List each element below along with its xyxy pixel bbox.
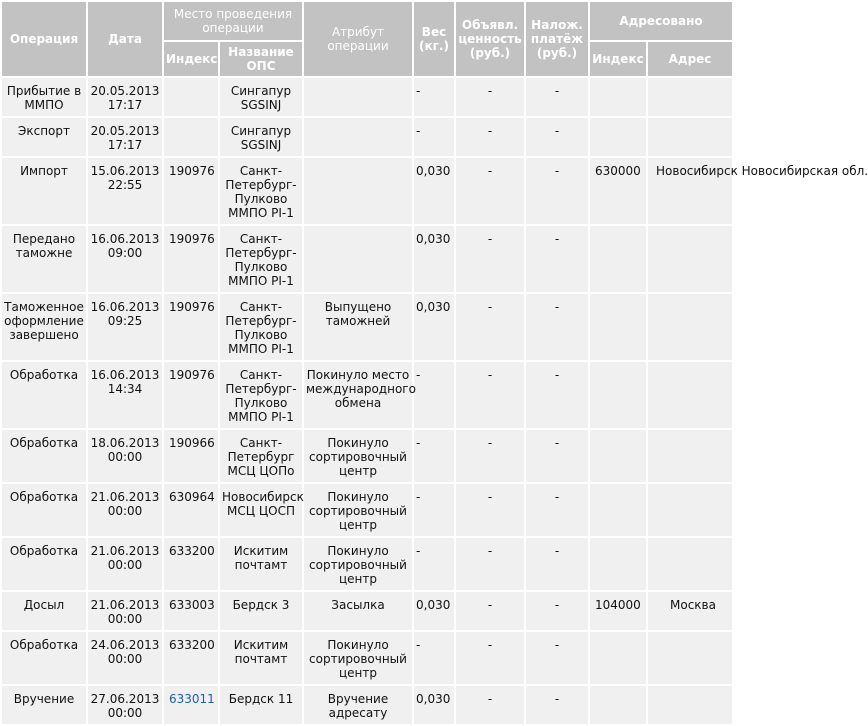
operation-cell-text: Обработка (9, 368, 79, 382)
date-cell-text: 21.06.2013 00:00 (90, 544, 160, 572)
operation-cell (1, 361, 87, 429)
weight-cell (413, 225, 455, 293)
date-cell (87, 77, 163, 117)
weight-cell-text: - (416, 436, 421, 450)
index-cell-text: 633200 (169, 638, 215, 652)
ops-name-cell (219, 225, 303, 293)
weight-cell-text: - (416, 544, 421, 558)
table-row (1, 483, 733, 537)
operation-cell-text: Обработка (9, 544, 79, 558)
attribute-cell (303, 429, 413, 483)
cod-cell (525, 117, 589, 157)
addr-index-cell (589, 361, 647, 429)
attribute-cell-text: Покинуло сортировочный центр (309, 490, 407, 532)
ops-name-cell-text: Санкт-Петербург-Пулково ММПО PI-1 (225, 368, 297, 424)
declared-value-cell-text: - (487, 436, 493, 450)
ops-name-cell (219, 429, 303, 483)
cod-cell-text: - (554, 436, 560, 450)
ops-name-cell-text: Санкт-Петербург-Пулково ММПО PI-1 (225, 300, 297, 356)
cod-cell (525, 293, 589, 361)
addr-index-cell-text: 630000 (595, 164, 641, 178)
index-cell-text: 190976 (169, 300, 215, 314)
date-cell (87, 157, 163, 225)
date-cell (87, 361, 163, 429)
date-cell-text: 20.05.2013 17:17 (90, 84, 160, 112)
weight-cell (413, 631, 455, 685)
addr-index-cell (589, 537, 647, 591)
index-cell-text: 633200 (169, 544, 215, 558)
header-declared-value: Объявл. ценность (руб.) (455, 1, 525, 77)
addr-index-cell (589, 157, 647, 225)
index-cell (163, 117, 219, 157)
attribute-cell (303, 77, 413, 117)
header-attribute: Атрибут операции (303, 1, 413, 77)
ops-name-cell-text: Искитим почтамт (233, 638, 289, 666)
declared-value-cell-text: - (487, 84, 493, 98)
attribute-cell-text: Вручение адресату (327, 692, 389, 720)
attribute-cell-text: Покинуло сортировочный центр (309, 544, 407, 586)
operation-cell (1, 631, 87, 685)
declared-value-cell-text: - (487, 300, 493, 314)
cod-cell-text: - (554, 164, 560, 178)
addr-cell-text: Москва (670, 598, 716, 612)
addr-cell (647, 685, 733, 725)
attribute-cell-text: Покинуло сортировочный центр (309, 638, 407, 680)
operation-cell (1, 429, 87, 483)
addr-index-cell (589, 591, 647, 631)
addr-cell (647, 293, 733, 361)
index-cell (163, 77, 219, 117)
addr-cell (647, 429, 733, 483)
header-index: Индекс (163, 41, 219, 77)
table-row (1, 591, 733, 631)
date-cell (87, 483, 163, 537)
operation-cell-text: Обработка (9, 436, 79, 450)
ops-name-cell (219, 293, 303, 361)
table-row (1, 537, 733, 591)
header-addr-index: Индекс (589, 41, 647, 77)
cod-cell-text: - (554, 368, 560, 382)
index-cell (163, 537, 219, 591)
addr-cell-text: Новосибирск Новосибирская обл. (656, 164, 868, 178)
attribute-cell-text: Выпущено таможней (324, 300, 392, 328)
cod-cell-text: - (554, 638, 560, 652)
header-addr-address: Адрес (647, 41, 733, 77)
table-row (1, 225, 733, 293)
ops-name-cell (219, 483, 303, 537)
operation-cell (1, 537, 87, 591)
declared-value-cell-text: - (487, 598, 493, 612)
declared-value-cell (455, 631, 525, 685)
addr-index-cell (589, 293, 647, 361)
index-cell[interactable] (163, 685, 219, 725)
declared-value-cell-text: - (487, 692, 493, 706)
cod-cell (525, 537, 589, 591)
addr-cell (647, 361, 733, 429)
attribute-cell (303, 631, 413, 685)
addr-cell (647, 537, 733, 591)
cod-cell (525, 685, 589, 725)
operation-cell-text: Вручение (13, 692, 75, 706)
declared-value-cell-text: - (487, 638, 493, 652)
cod-cell-text: - (554, 598, 560, 612)
header-weight: Вес (кг.) (413, 1, 455, 77)
date-cell-text: 27.06.2013 00:00 (90, 692, 160, 720)
date-cell (87, 685, 163, 725)
weight-cell (413, 77, 455, 117)
cod-cell (525, 157, 589, 225)
date-cell-text: 16.06.2013 09:00 (90, 232, 160, 260)
ops-name-cell (219, 631, 303, 685)
attribute-cell (303, 157, 413, 225)
attribute-cell (303, 293, 413, 361)
index-cell (163, 429, 219, 483)
declared-value-cell-text: - (487, 368, 493, 382)
addr-index-cell (589, 631, 647, 685)
ops-name-cell-text: Новосибирск МСЦ ЦОСП (222, 490, 304, 518)
weight-cell-text: - (416, 490, 421, 504)
weight-cell (413, 117, 455, 157)
attribute-cell (303, 537, 413, 591)
attribute-cell-text: Покинуло сортировочный центр (309, 436, 407, 478)
index-cell (163, 225, 219, 293)
operation-cell (1, 157, 87, 225)
cod-cell (525, 429, 589, 483)
addr-index-cell (589, 685, 647, 725)
table-row (1, 293, 733, 361)
date-cell-text: 21.06.2013 00:00 (90, 598, 160, 626)
header-cod: Налож. платёж (руб.) (525, 1, 589, 77)
ops-name-cell-text: Бердск 11 (228, 692, 294, 706)
operation-cell-text: Прибытие в ММПО (6, 84, 82, 112)
index-cell-text: 190976 (169, 232, 215, 246)
table-row (1, 361, 733, 429)
date-cell-text: 18.06.2013 00:00 (90, 436, 160, 464)
weight-cell (413, 685, 455, 725)
attribute-cell-text: Покинуло место международного обмена (306, 368, 416, 410)
index-cell-text: 190976 (169, 368, 215, 382)
ops-name-cell-text: Санкт-Петербург-Пулково ММПО PI-1 (225, 164, 297, 220)
declared-value-cell (455, 591, 525, 631)
declared-value-cell (455, 293, 525, 361)
date-cell-text: 16.06.2013 14:34 (90, 368, 160, 396)
date-cell (87, 429, 163, 483)
attribute-cell (303, 361, 416, 429)
ops-name-cell-text: Бердск 3 (232, 598, 290, 612)
weight-cell-text: - (416, 84, 421, 98)
addr-cell (647, 117, 733, 157)
declared-value-cell (455, 361, 525, 429)
cod-cell (525, 591, 589, 631)
weight-cell-text: 0,030 (416, 692, 451, 706)
addr-cell (647, 225, 733, 293)
declared-value-cell (455, 537, 525, 591)
ops-name-cell-text: Искитим почтамт (233, 544, 289, 572)
addr-cell (647, 157, 868, 225)
cod-cell-text: - (554, 124, 560, 138)
weight-cell-text: 0,030 (416, 300, 451, 314)
operation-cell-text: Обработка (9, 638, 79, 652)
weight-cell-text: 0,030 (416, 164, 451, 178)
table-row (1, 631, 733, 685)
date-cell-text: 24.06.2013 00:00 (90, 638, 160, 666)
ops-name-cell (219, 685, 303, 725)
ops-name-cell (219, 77, 303, 117)
cod-cell (525, 77, 589, 117)
date-cell (87, 117, 163, 157)
weight-cell-text: 0,030 (416, 232, 451, 246)
cod-cell (525, 225, 589, 293)
declared-value-cell-text: - (487, 490, 493, 504)
attribute-cell (303, 225, 413, 293)
operation-cell-text: Досыл (23, 598, 65, 612)
cod-cell-text: - (554, 300, 560, 314)
date-cell-text: 21.06.2013 00:00 (90, 490, 160, 518)
declared-value-cell (455, 77, 525, 117)
index-cell (163, 157, 219, 225)
cod-cell-text: - (554, 84, 560, 98)
header-place: Место проведения операции (163, 1, 303, 41)
index-cell-text: 630964 (169, 490, 215, 504)
operation-cell (1, 591, 87, 631)
header-addressed: Адресовано (589, 1, 733, 41)
operation-cell (1, 225, 87, 293)
cod-cell-text: - (554, 232, 560, 246)
tracking-rows (1, 77, 868, 725)
ops-name-cell (219, 117, 303, 157)
cod-cell-text: - (554, 544, 560, 558)
weight-cell-text: - (416, 638, 421, 652)
cod-cell-text: - (554, 490, 560, 504)
addr-cell (647, 483, 733, 537)
date-cell (87, 225, 163, 293)
attribute-cell (303, 591, 413, 631)
index-cell (163, 293, 219, 361)
date-cell-text: 20.05.2013 17:17 (90, 124, 160, 152)
table-row (1, 77, 733, 117)
ops-name-cell-text: Санкт-Петербург-Пулково ММПО PI-1 (225, 232, 297, 288)
declared-value-cell-text: - (487, 232, 493, 246)
operation-cell (1, 293, 87, 361)
cod-cell (525, 631, 589, 685)
operation-cell (1, 483, 87, 537)
index-cell-text: 190976 (169, 164, 215, 178)
weight-cell (413, 591, 455, 631)
operation-cell-text: Таможенное оформление завершено (4, 300, 84, 342)
declared-value-cell (455, 483, 525, 537)
weight-cell (413, 361, 455, 429)
declared-value-cell (455, 429, 525, 483)
cod-cell (525, 361, 589, 429)
date-cell-text: 16.06.2013 09:25 (90, 300, 160, 328)
addr-index-cell (589, 225, 647, 293)
operation-cell (1, 685, 87, 725)
index-cell (163, 591, 219, 631)
ops-name-cell-text: Санкт-Петербург МСЦ ЦОПо (227, 436, 295, 478)
index-cell-text: 633003 (169, 598, 215, 612)
ops-name-cell (219, 157, 303, 225)
addr-index-cell-text: 104000 (595, 598, 641, 612)
weight-cell (413, 429, 455, 483)
addr-cell (647, 77, 733, 117)
addr-cell (647, 631, 733, 685)
attribute-cell (303, 483, 413, 537)
operation-cell-text: Передано таможне (12, 232, 76, 260)
weight-cell-text: 0,030 (416, 598, 451, 612)
weight-cell-text: - (416, 124, 421, 138)
index-link[interactable]: 633011 (169, 692, 215, 706)
table-row (1, 157, 733, 225)
declared-value-cell-text: - (487, 124, 493, 138)
table-row (1, 429, 733, 483)
ops-name-cell (219, 537, 303, 591)
date-cell (87, 537, 163, 591)
date-cell (87, 631, 163, 685)
weight-cell (413, 483, 455, 537)
ops-name-cell-text: Сингапур SGSINJ (230, 84, 292, 112)
operation-cell-text: Экспорт (17, 124, 71, 138)
table-row (1, 117, 733, 157)
declared-value-cell (455, 225, 525, 293)
attribute-cell (303, 117, 413, 157)
date-cell-text: 15.06.2013 22:55 (90, 164, 160, 192)
ops-name-cell (219, 591, 303, 631)
attribute-cell (303, 685, 413, 725)
addr-index-cell (589, 483, 647, 537)
declared-value-cell (455, 157, 525, 225)
header-ops-name: Название ОПС (219, 41, 303, 77)
operation-cell (1, 117, 87, 157)
header-operation: Операция (1, 1, 87, 77)
operation-cell (1, 77, 87, 117)
operation-cell-text: Обработка (9, 490, 79, 504)
cod-cell-text: - (554, 692, 560, 706)
weight-cell (413, 537, 455, 591)
header-date: Дата (87, 1, 163, 77)
index-cell-text: 190966 (169, 436, 215, 450)
cod-cell (525, 483, 589, 537)
attribute-cell-text: Засылка (331, 598, 385, 612)
ops-name-cell (219, 361, 303, 429)
date-cell (87, 591, 163, 631)
index-cell (163, 631, 219, 685)
declared-value-cell-text: - (487, 544, 493, 558)
table-row (1, 685, 733, 725)
addr-cell (647, 591, 733, 631)
addr-index-cell (589, 429, 647, 483)
addr-index-cell (589, 77, 647, 117)
date-cell (87, 293, 163, 361)
declared-value-cell (455, 685, 525, 725)
index-cell (163, 483, 219, 537)
operation-cell-text: Импорт (20, 164, 68, 178)
declared-value-cell-text: - (487, 164, 493, 178)
index-cell (163, 361, 219, 429)
declared-value-cell (455, 117, 525, 157)
weight-cell-text: - (416, 368, 421, 382)
ops-name-cell-text: Сингапур SGSINJ (230, 124, 292, 152)
weight-cell (413, 293, 455, 361)
weight-cell (413, 157, 455, 225)
addr-index-cell (589, 117, 647, 157)
